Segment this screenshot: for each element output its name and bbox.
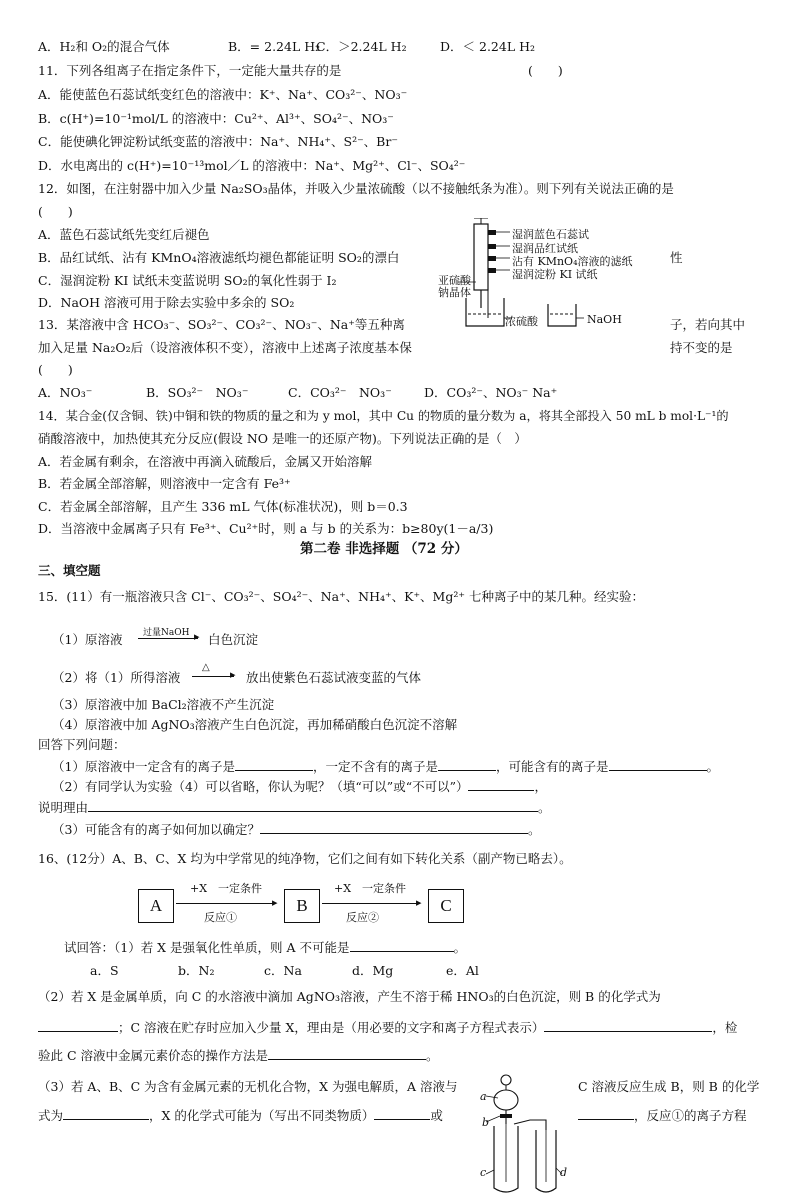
q15-exp1-prefix: （1）原溶液: [52, 632, 123, 647]
q15-exp2-result: 放出使紫色石蕊试液变蓝的气体: [246, 670, 422, 685]
q11-bracket: ( ): [528, 63, 563, 78]
q14-option-a: A．若金属有剩余，在溶液中再滴入硫酸后，金属又开始溶解: [38, 454, 373, 469]
q16-arrow1-head: ▸: [272, 896, 278, 909]
q16-p2-text-3a: 验此 C 溶液中金属元素价态的操作方法是: [38, 1048, 269, 1063]
q15-q3-text-a: （3）可能含有的离子如何加以确定？: [52, 822, 260, 837]
q16-fig-label-b: b: [482, 1116, 490, 1129]
q15-q1: [52, 757, 719, 776]
q15-q1-blank-2[interactable]: [438, 757, 496, 771]
q15-exp2-prefix: （2）将（1）所得溶液: [52, 670, 181, 685]
q16-p1-blank[interactable]: [350, 938, 454, 952]
q15-q2-text-a: （2）有同学认为实验（4）可以省略，你认为呢？（填“可以”或“不可以”）: [52, 779, 469, 794]
section3-heading: 三、填空题: [38, 563, 101, 578]
q15-q1-text-b: ，一定不含有的离子是: [312, 759, 438, 774]
q14-stem: 14．某合金(仅含铜、铁)中铜和铁的物质的量之和为 y mol，其中 Cu 的物质的量分数为 a，将其全部投入 50 mL b mol·L⁻¹的: [38, 409, 729, 423]
q10-option-c: C．＞2.24L H₂: [316, 39, 407, 54]
q16-arrow1-top: +X 一定条件: [190, 882, 263, 895]
q16-p2-line2: [38, 1018, 737, 1037]
q15-stem: 15．(11）有一瓶溶液只含 Cl⁻、CO₃²⁻、SO₄²⁻、Na⁺、NH₄⁺、K⁺、Mg²⁺ 七种离子中的某几种。经实验：: [38, 589, 644, 604]
q15-exp2-condition: △: [202, 662, 210, 673]
q15-exp1-result: 白色沉淀: [208, 632, 259, 647]
q16-p2-text-2a: ；C 溶液在贮存时应加入少量 X，理由是（用必要的文字和离子方程式表示）: [118, 1020, 545, 1035]
q13-line2-tail: 持不变的是: [670, 340, 733, 355]
q12-option-a: A．蓝色石蕊试纸先变红后褪色: [38, 227, 210, 242]
q12-label-naoh: NaOH: [587, 313, 622, 326]
q10-option-d: D．＜ 2.24L H₂: [440, 39, 536, 54]
q15-q1-blank-3[interactable]: [609, 757, 707, 771]
q16-arrow2-bottom: 反应②: [346, 911, 379, 924]
q13-stem: 13．某溶液中含 HCO₃⁻、SO₃²⁻、CO₃²⁻、NO₃⁻、Na⁺等五种离: [38, 317, 405, 332]
q16-p3-text-2d: ，反应①的离子方程: [634, 1108, 747, 1123]
q15-exp1-arrow: [138, 638, 198, 639]
q16-p2-line3: [38, 1046, 439, 1065]
q12-label-crystal1: 亚硫酸: [438, 274, 471, 287]
q15-q3: [52, 820, 540, 839]
q16-p3-line2-tail: [578, 1106, 747, 1125]
q16-box-c: C: [428, 889, 464, 923]
q12-label-paper4: 湿润淀粉 KI 试纸: [512, 268, 598, 281]
q16-stem: 16、(12分）A、B、C、X 均为中学常见的纯净物，它们之间有如下转化关系（副产物已略去）。: [38, 851, 572, 866]
q13-option-b: B．SO₃²⁻ NO₃⁻: [146, 385, 249, 400]
q16-p2-line1: （2）若 X 是金属单质，向 C 的水溶液中滴加 AgNO₃溶液，产生不溶于稀 HNO₃的白色沉淀，则 B 的化学式为: [38, 989, 661, 1004]
q16-box-b: B: [284, 889, 320, 923]
q16-p1: [64, 938, 466, 957]
q11-option-c: C．能使碘化钾淀粉试纸变蓝的溶液中：Na⁺、NH₄⁺、S²⁻、Br⁻: [38, 134, 398, 149]
q15-q1-text-a: （1）原溶液中一定含有的离子是: [52, 759, 235, 774]
q10-option-a: A．H₂和 O₂的混合气体: [38, 39, 170, 54]
q12-label-acid: 浓硫酸: [505, 315, 538, 328]
q15-q2-text-c: 说明理由: [38, 800, 89, 815]
q16-p3-line1: （3）若 A、B、C 为含有金属元素的无机化合物，X 为强电解质，A 溶液与: [38, 1079, 458, 1094]
q12-option-c: C．湿润淀粉 KI 试纸未变蓝说明 SO₂的氧化性弱于 I₂: [38, 273, 337, 288]
q15-q1-blank-1[interactable]: [235, 757, 313, 771]
q14-option-d: D．当溶液中金属离子只有 Fe³⁺、Cu²⁺时，则 a 与 b 的关系为：b≥80y(1－a/3): [38, 521, 494, 536]
q16-p2-blank-3[interactable]: [268, 1046, 426, 1060]
q15-ask: 回答下列问题：: [38, 737, 126, 752]
q15-q3-blank[interactable]: [260, 820, 528, 834]
q15-q2-text-d: 。: [538, 800, 551, 815]
q11-option-a: A．能使蓝色石蕊试纸变红色的溶液中：K⁺、Na⁺、CO₃²⁻、NO₃⁻: [38, 87, 408, 102]
q15-exp3: （3）原溶液中加 BaCl₂溶液不产生沉淀: [52, 697, 275, 712]
q16-arrow1-bottom: 反应①: [204, 911, 237, 924]
q16-fig-label-c: c: [480, 1166, 487, 1179]
q13-option-a: A．NO₃⁻: [38, 385, 93, 400]
q15-q2-reason: [38, 798, 551, 817]
q12-stem: 12．如图，在注射器中加入少量 Na₂SO₃晶体，并吸入少量浓硫酸（以不接触纸条为准）。则下列有关说法正确的是: [38, 181, 674, 196]
q15-q2-blank-1[interactable]: [468, 777, 534, 791]
q16-p3-blank-1[interactable]: [63, 1106, 149, 1120]
q16-fig-label-d: d: [560, 1166, 568, 1179]
q15-exp2-arrow: [192, 676, 234, 677]
q16-p2-text-3b: 。: [426, 1048, 439, 1063]
q12-bracket: ( ): [38, 204, 73, 219]
q13-line2: 加入足量 Na₂O₂后（设溶液体积不变），溶液中上述离子浓度基本保: [38, 340, 412, 355]
q11-option-b: B．c(H⁺)=10⁻¹mol/L 的溶液中：Cu²⁺、Al³⁺、SO₄²⁻、NO₃⁻: [38, 111, 394, 126]
q14-option-b: B．若金属全部溶解，则溶液中一定含有 Fe³⁺: [38, 476, 291, 491]
q12-label-crystal2: 钠晶体: [438, 286, 471, 299]
q16-arrow1: [176, 903, 276, 904]
q11-stem: 11．下列各组离子在指定条件下，一定能大量共存的是: [38, 63, 342, 78]
q12-label-paper3: 沾有 KMnO₄溶液的滤纸: [512, 255, 633, 268]
q16-p3-text-2a: 式为: [38, 1108, 64, 1123]
q15-exp1-arrowhead: ▸: [194, 630, 200, 643]
q15-q2-blank-2[interactable]: [88, 798, 538, 812]
q16-arrow2-head: ▸: [416, 896, 422, 909]
q15-exp4: （4）原溶液中加 AgNO₃溶液产生白色沉淀，再加稀硝酸白色沉淀不溶解: [52, 717, 458, 732]
q16-opt-b: b．N₂: [178, 963, 215, 978]
q16-fig-label-a: a: [480, 1090, 487, 1103]
q16-p3-line2: [38, 1106, 443, 1125]
q16-p1-end: 。: [453, 940, 467, 955]
q16-opt-d: d．Mg: [352, 963, 394, 978]
q16-p3-blank-3[interactable]: [578, 1106, 634, 1120]
q15-q2-text-b: ，: [534, 779, 547, 794]
q12-option-b-tail: 性: [670, 250, 683, 265]
q16-box-a: A: [138, 889, 174, 923]
q16-opt-e: e．Al: [446, 963, 479, 978]
q14-option-c: C．若金属全部溶解，且产生 336 mL 气体(标准状况)，则 b＝0.3: [38, 499, 408, 514]
q15-q1-text-d: 。: [706, 759, 720, 774]
q16-p3-line1-tail: C 溶液反应生成 B，则 B 的化学: [578, 1079, 760, 1094]
q15-exp2-arrowhead: ▸: [230, 668, 236, 681]
q12-option-b: B．品红试纸、沾有 KMnO₄溶液滤纸均褪色都能证明 SO₂的漂白: [38, 250, 400, 265]
q16-p2-blank-2[interactable]: [544, 1018, 712, 1032]
q16-arrow2: [322, 903, 420, 904]
q16-p3-text-2c: 或: [430, 1108, 443, 1123]
q13-option-c: C．CO₃²⁻ NO₃⁻: [288, 385, 392, 400]
q15-q2: [52, 777, 547, 796]
q16-p1-text: 试回答：（1）若 X 是强氧化性单质，则 A 不可能是: [64, 940, 350, 955]
q12-label-paper1: 湿润蓝色石蕊试: [512, 228, 589, 241]
q15-exp1-condition: 过量NaOH: [143, 628, 190, 638]
q16-p2-blank-1[interactable]: [38, 1018, 118, 1032]
q16-arrow2-top: +X 一定条件: [334, 882, 407, 895]
q15-q1-text-c: ，可能含有的离子是: [495, 759, 609, 774]
part2-title: 第二卷 非选择题 （72 分）: [300, 541, 468, 557]
q16-p3-blank-2[interactable]: [374, 1106, 430, 1120]
q16-opt-c: c．Na: [264, 963, 302, 978]
q15-q3-text-b: 。: [527, 822, 541, 837]
q13-bracket: ( ): [38, 362, 73, 377]
q16-p2-text-2b: ，检: [712, 1020, 738, 1035]
q14-line2: 硝酸溶液中，加热使其充分反应(假设 NO 是唯一的还原产物)。下列说法正确的是（ ）: [38, 431, 527, 446]
q10-option-b: B．= 2.24L H₂: [228, 39, 321, 54]
q13-stem-tail: 子，若向其中: [670, 317, 746, 332]
q11-option-d: D．水电离出的 c(H⁺)=10⁻¹³mol／L 的溶液中：Na⁺、Mg²⁺、Cl⁻、SO₄²⁻: [38, 158, 466, 173]
q16-p3-text-2b: ，X 的化学式可能为（写出不同类物质）: [149, 1108, 375, 1123]
q12-option-d: D．NaOH 溶液可用于除去实验中多余的 SO₂: [38, 295, 295, 310]
q13-option-d: D．CO₃²⁻、NO₃⁻ Na⁺: [424, 385, 558, 400]
q12-label-paper2: 湿润品红试纸: [512, 242, 578, 255]
q16-opt-a: a．S: [90, 963, 119, 978]
